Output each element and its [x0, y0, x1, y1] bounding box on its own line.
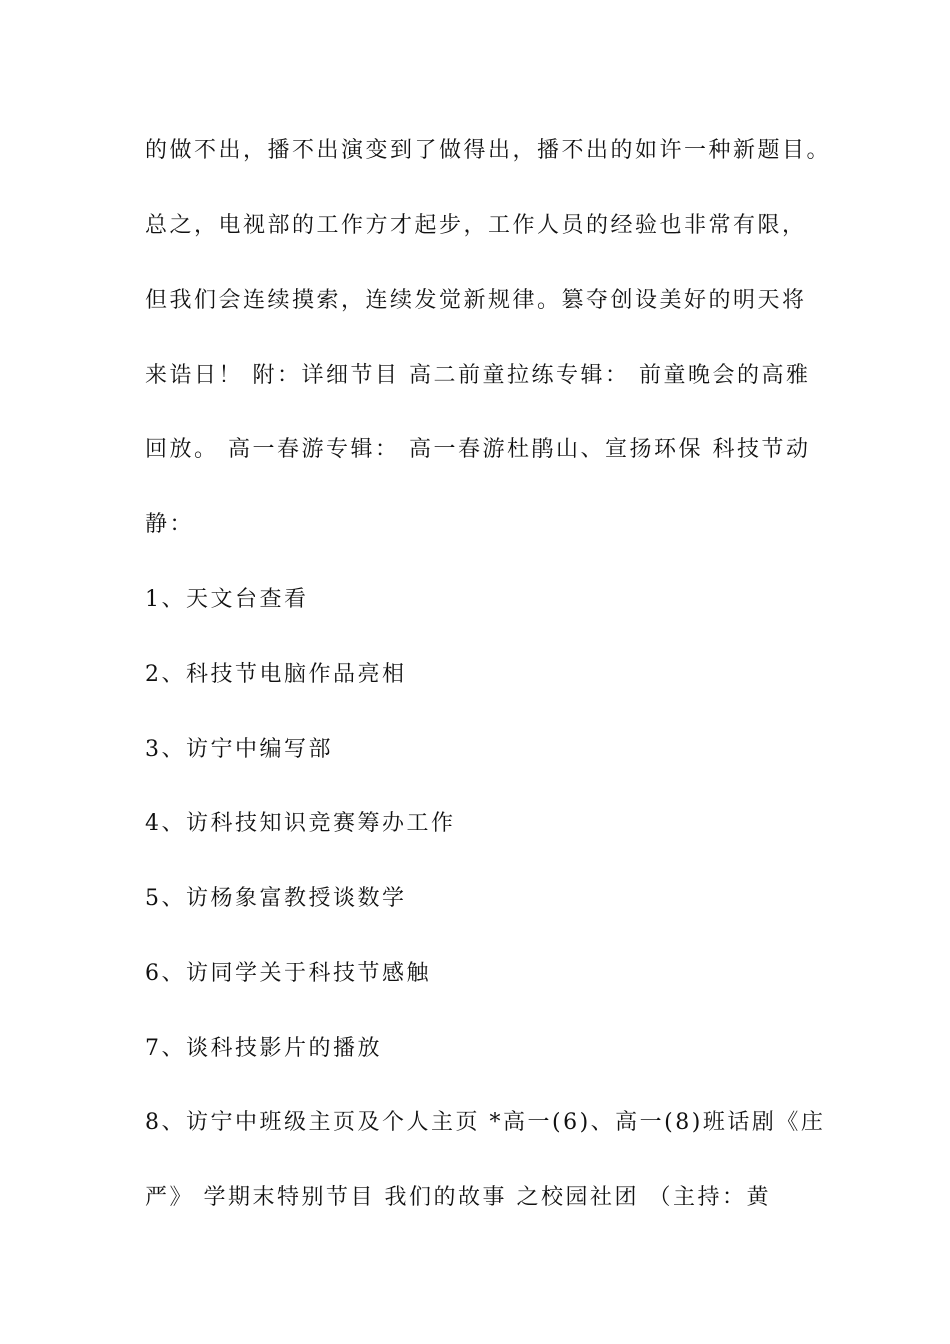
- list-item: 7、谈科技影片的播放: [145, 1036, 382, 1061]
- text-line: 严》 学期末特别节目 我们的故事 之校园社团 （主持：黄: [145, 1185, 771, 1210]
- text-line: 的做不出，播不出演变到了做得出，播不出的如许一种新题目。: [145, 138, 832, 163]
- list-item: 1、天文台查看: [145, 587, 309, 612]
- list-item: 2、科技节电脑作品亮相: [145, 662, 407, 687]
- text-line: 静：: [145, 512, 195, 537]
- list-item: 8、访宁中班级主页及个人主页 *高一(6)、高一(8)班话剧《庄: [145, 1110, 826, 1135]
- list-item: 3、访宁中编写部: [145, 737, 333, 762]
- list-item: 6、访同学关于科技节感触: [145, 961, 431, 986]
- list-item: 4、访科技知识竞赛筹办工作: [145, 811, 456, 836]
- text-line: 回放。 高一春游专辑： 高一春游杜鹃山、宣扬环保 科技节动: [145, 437, 811, 462]
- text-line: 来诰日！ 附：详细节目 高二前童拉练专辑： 前童晚会的高雅: [145, 363, 811, 388]
- list-item: 5、访杨象富教授谈数学: [145, 886, 407, 911]
- text-line: 总之，电视部的工作方才起步，工作人员的经验也非常有限，: [145, 213, 807, 238]
- text-line: 但我们会连续摸索，连续发觉新规律。篡夺创设美好的明天将: [145, 288, 807, 313]
